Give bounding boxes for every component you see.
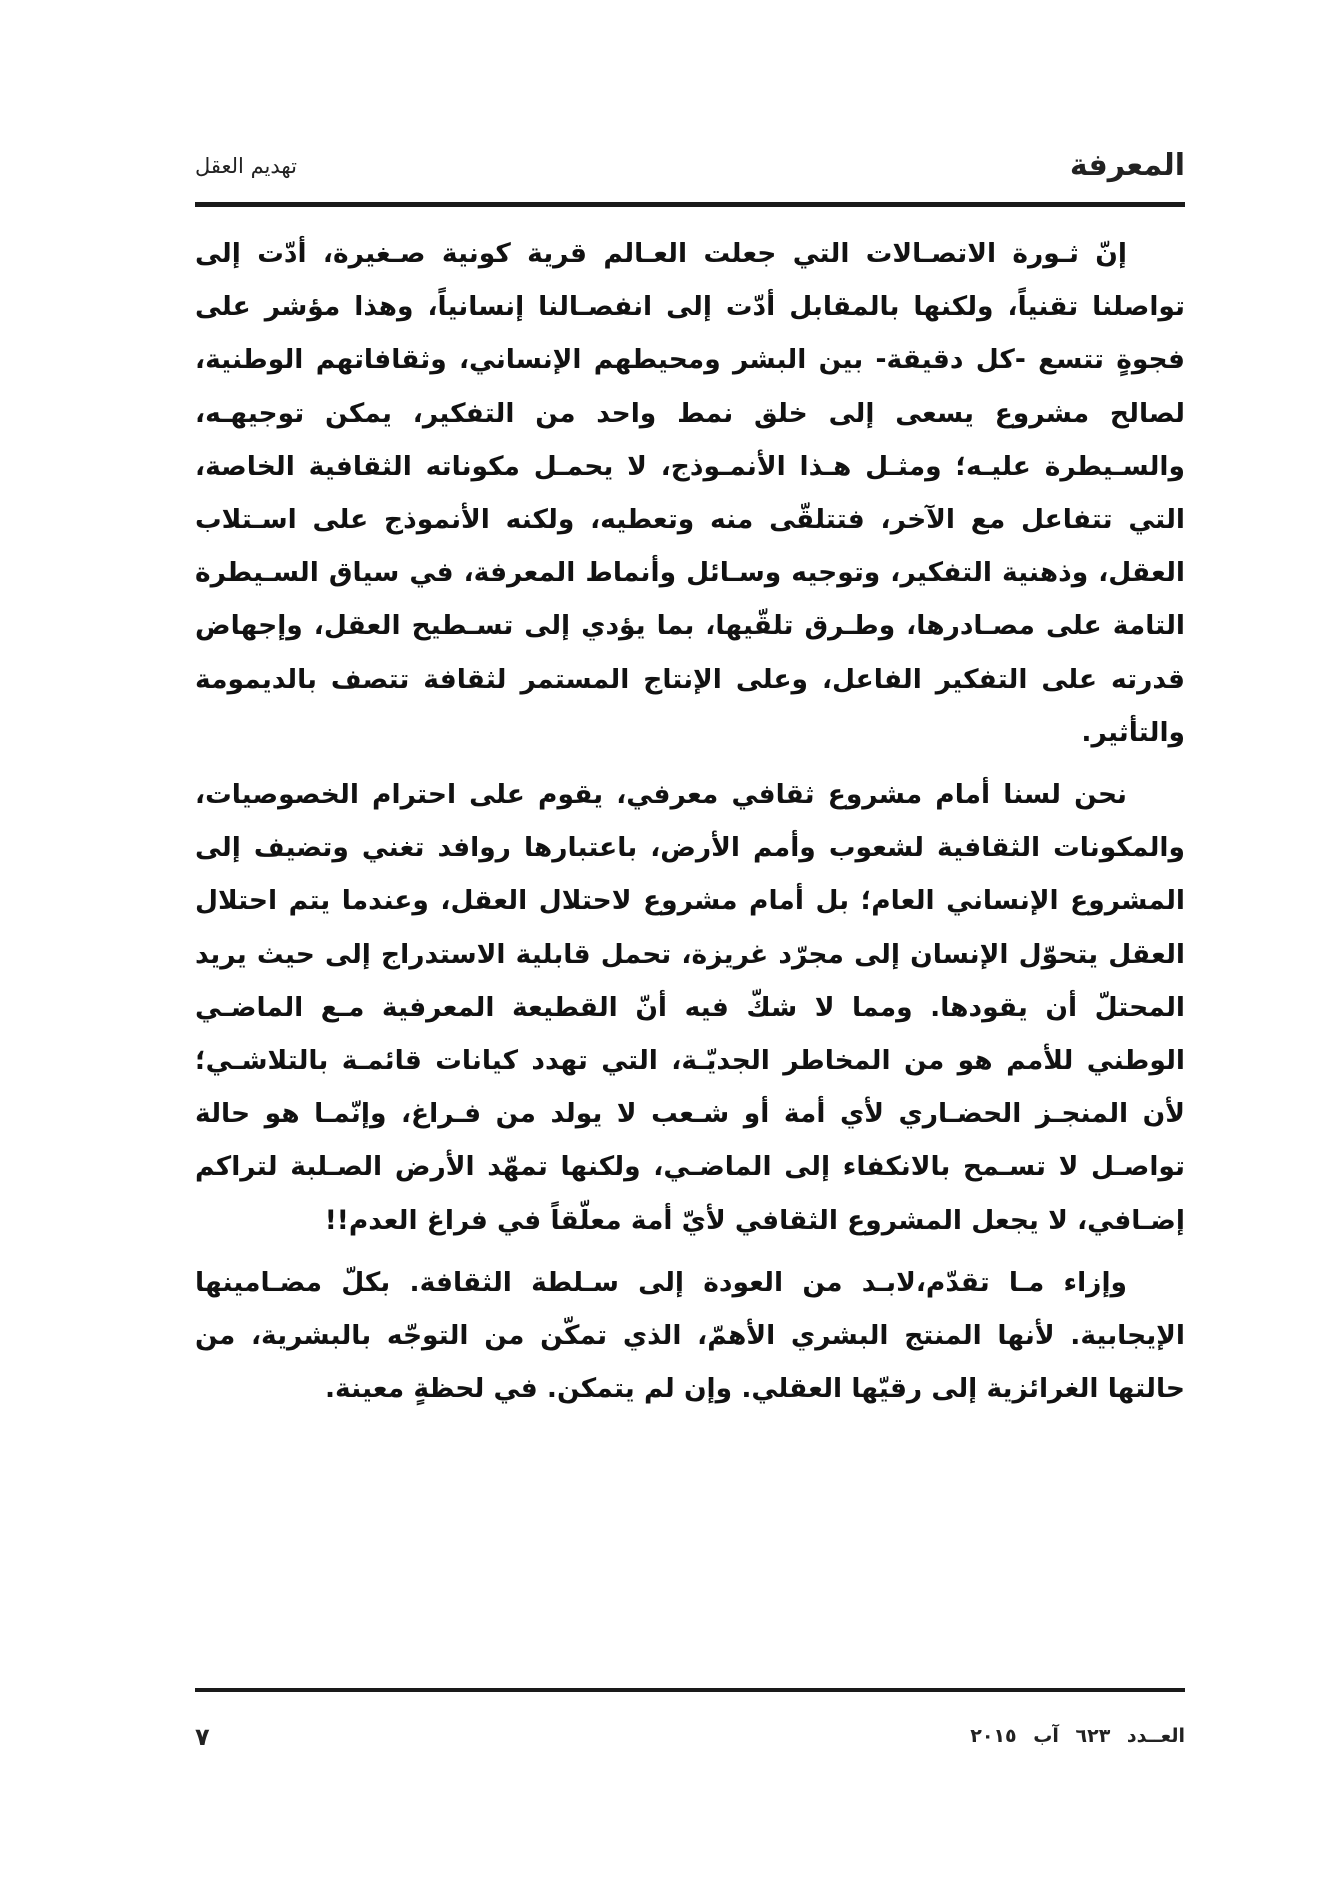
page-number: ٧ [195, 1723, 210, 1751]
header-divider [195, 202, 1185, 207]
running-title: تهديم العقل [195, 154, 297, 178]
paragraph: وإزاء مـا تقدّم،لابـد من العودة إلى سـلطة الثقافة. بكلّ مضـامينها الإيجابية. لأنها المنتج البشري الأهمّ، الذي تمكّن من التوجّه بالبشرية، من حالتها الغرائزية إلى رقيّها العقلي. وإن لم يتمكن. في لحظةٍ معينة. [195, 1266, 1185, 1405]
page-footer [195, 1725, 1185, 1765]
footer-divider [195, 1688, 1185, 1692]
article-body [195, 227, 1185, 1415]
page-header [195, 148, 1185, 192]
paragraph: نحن لسنا أمام مشروع ثقافي معرفي، يقوم على احترام الخصوصيات، والمكونات الثقافية لشعوب وأمم الأرض، باعتبارها روافد تغني وتضيف إلى المشروع الإنساني العام؛ بل أمام مشروع لاحتلال العقل، وعندما يتم احتلال العقل يتحوّل الإنسان إلى مجرّد غريزة، تحمل قابلية الاستدراج إلى حيث يريد المحتلّ أن يقودها. ومما لا شكّ فيه أنّ القطيعة المعرفية مـع الماضـي الوطني للأمم هو من المخاطر الجديّـة، التي تهدد كيانات قائمـة بالتلاشـي؛ لأن المنجـز الحضـاري لأي أمة أو شـعب لا يولد من فـراغ، وإنّمـا هو حالة تواصـل لا تسـمح بالانكفاء إلى الماضـي، ولكنها تمهّد الأرض الصـلبة لتراكم إضـافي، لا يجعل المشروع الثقافي لأيّ أمة معلّقاً في فراغ العدم!! [195, 779, 1185, 1236]
magazine-logo: المعرفة [1069, 148, 1185, 183]
issue-info: العــدد ٦٢٣ آب ٢٠١٥ [970, 1725, 1185, 1747]
paragraph: إنّ ثـورة الاتصـالات التي جعلت العـالم قرية كونية صـغيرة، أدّت إلى تواصلنا تقنياً، ولكنها بالمقابل أدّت إلى انفصـالنا إنسانياً، وهذا مؤشر على فجوةٍ تتسع -كل دقيقة- بين البشر ومحيطهم الإنساني، وثقافاتهم الوطنية، لصالح مشروع يسعى إلى خلق نمط واحد من التفكير، يمكن توجيهـه، والسـيطرة عليـه؛ ومثـل هـذا الأنمـوذج، لا يحمـل مكوناته الثقافية الخاصة، التي تتفاعل مع الآخر، فتتلقّى منه وتعطيه، ولكنه الأنموذج على اسـتلاب العقل، وذهنية التفكير، وتوجيه وسـائل وأنماط المعرفة، في سياق السـيطرة التامة على مصـادرها، وطـرق تلقّيها، بما يؤدي إلى تسـطيح العقل، وإجهاض قدرته على التفكير الفاعل، وعلى الإنتاج المستمر لثقافة تتصف بالديمومة والتأثير. [195, 238, 1185, 748]
